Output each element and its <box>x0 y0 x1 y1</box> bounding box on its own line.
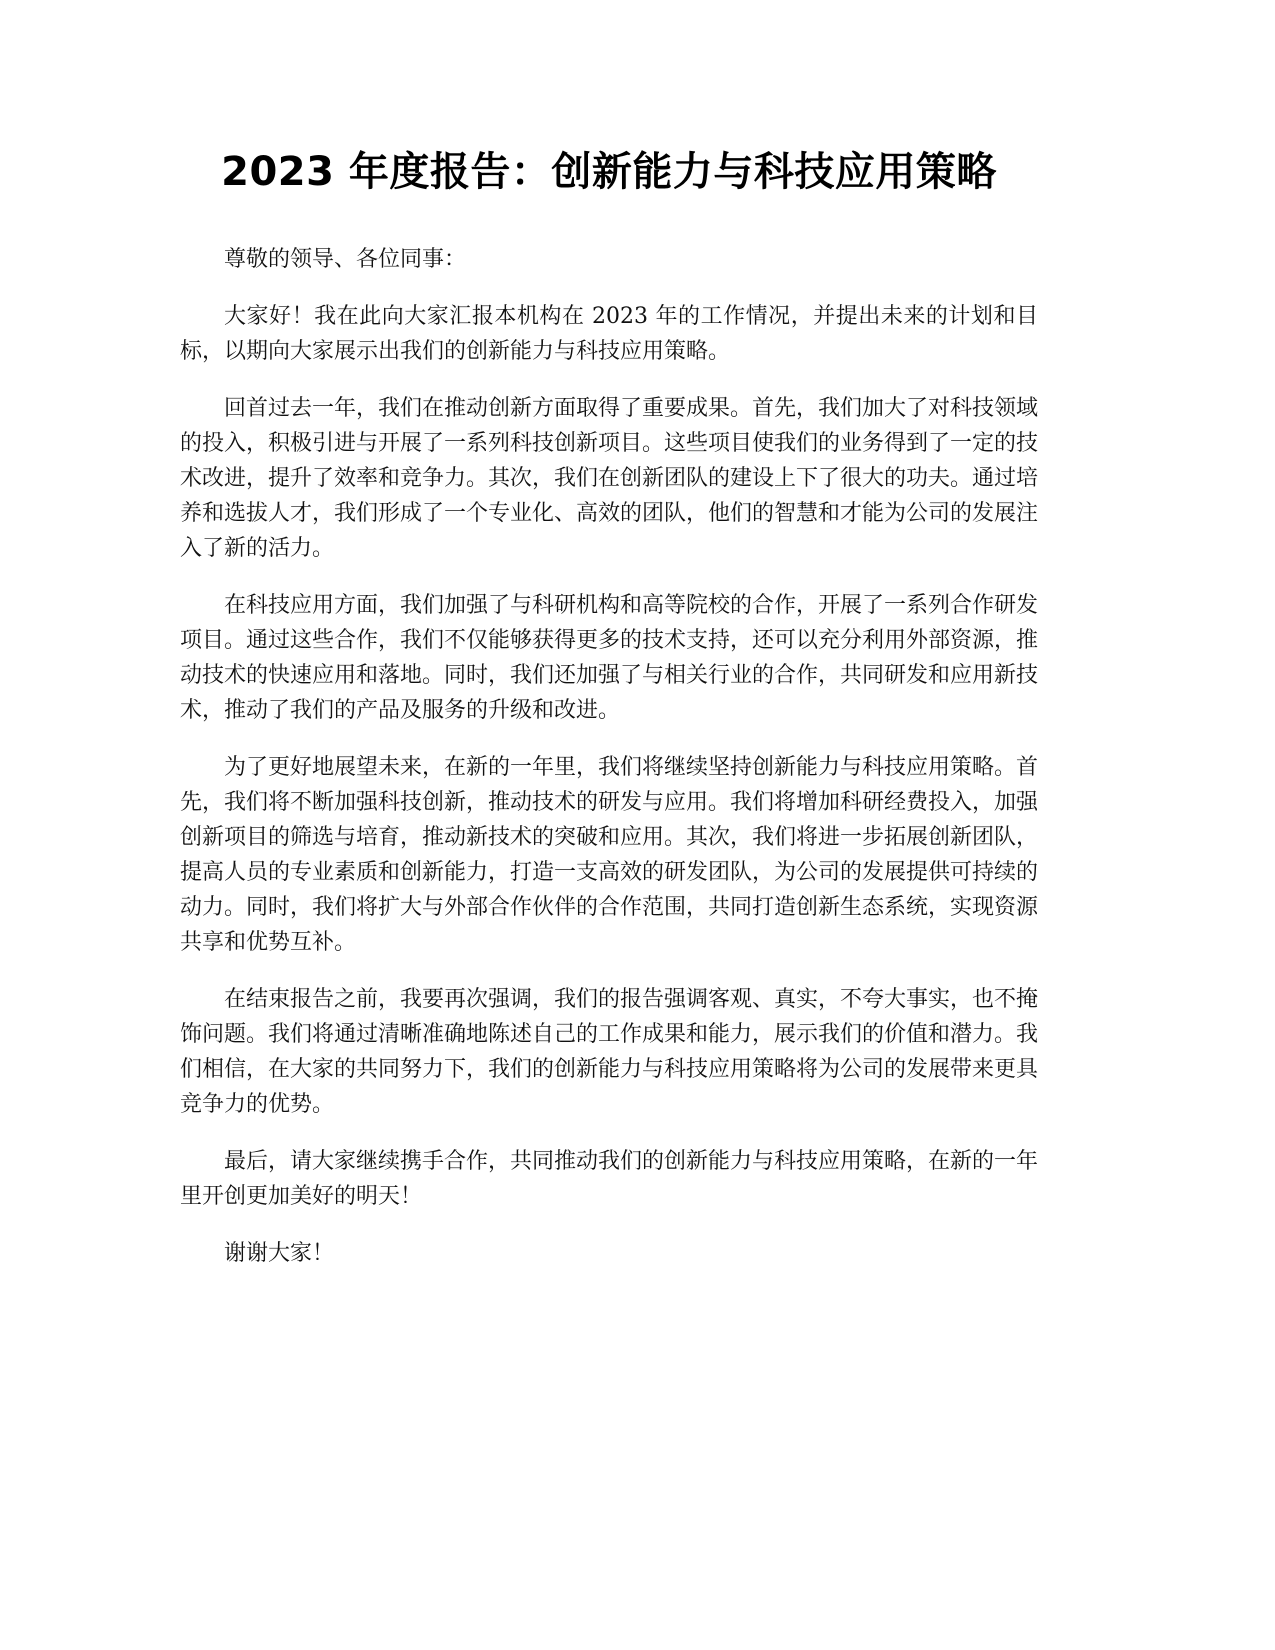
final-call-paragraph: 最后，请大家继续携手合作，共同推动我们的创新能力与科技应用策略，在新的一年里开创更加美好的明天！ <box>180 1149 1039 1209</box>
review-paragraph: 回首过去一年，我们在推动创新方面取得了重要成果。首先，我们加大了对科技领域的投入，积极引进与开展了一系列科技创新项目。这些项目使我们的业务得到了一定的技术改进，提升了效率和竞争力。其次，我们在创新团队的建设上下了很大的功夫。通过培养和选拔人才，我们形成了一个专业化、高效的团队，他们的智慧和才能为公司的发展注入了新的活力。 <box>180 396 1039 561</box>
document-title: 2023 年度报告：创新能力与科技应用策略 <box>221 149 997 195</box>
future-plan-paragraph: 为了更好地展望未来，在新的一年里，我们将继续坚持创新能力与科技应用策略。首先，我们将不断加强科技创新，推动技术的研发与应用。我们将增加科研经费投入，加强创新项目的筛选与培育，推动新技术的突破和应用。其次，我们将进一步拓展创新团队，提高人员的专业素质和创新能力，打造一支高效的研发团队，为公司的发展提供可持续的动力。同时，我们将扩大与外部合作伙伴的合作范围，共同打造创新生态系统，实现资源共享和优势互补。 <box>180 755 1039 955</box>
thanks-paragraph: 谢谢大家！ <box>224 1241 335 1266</box>
opening-paragraph: 大家好！我在此向大家汇报本机构在 2023 年的工作情况，并提出未来的计划和目标，以期向大家展示出我们的创新能力与科技应用策略。 <box>180 304 1038 364</box>
document-page <box>180 140 1038 1293</box>
tech-application-paragraph: 在科技应用方面，我们加强了与科研机构和高等院校的合作，开展了一系列合作研发项目。通过这些合作，我们不仅能够获得更多的技术支持，还可以充分利用外部资源，推动技术的快速应用和落地。同时，我们还加强了与相关行业的合作，共同研发和应用新技术，推动了我们的产品及服务的升级和改进。 <box>180 593 1039 723</box>
closing-statement-paragraph: 在结束报告之前，我要再次强调，我们的报告强调客观、真实，不夸大事实，也不掩饰问题。我们将通过清晰准确地陈述自己的工作成果和能力，展示我们的价值和潜力。我们相信，在大家的共同努力下，我们的创新能力与科技应用策略将为公司的发展带来更具竞争力的优势。 <box>180 987 1039 1117</box>
salutation-paragraph: 尊敬的领导、各位同事： <box>224 247 467 272</box>
